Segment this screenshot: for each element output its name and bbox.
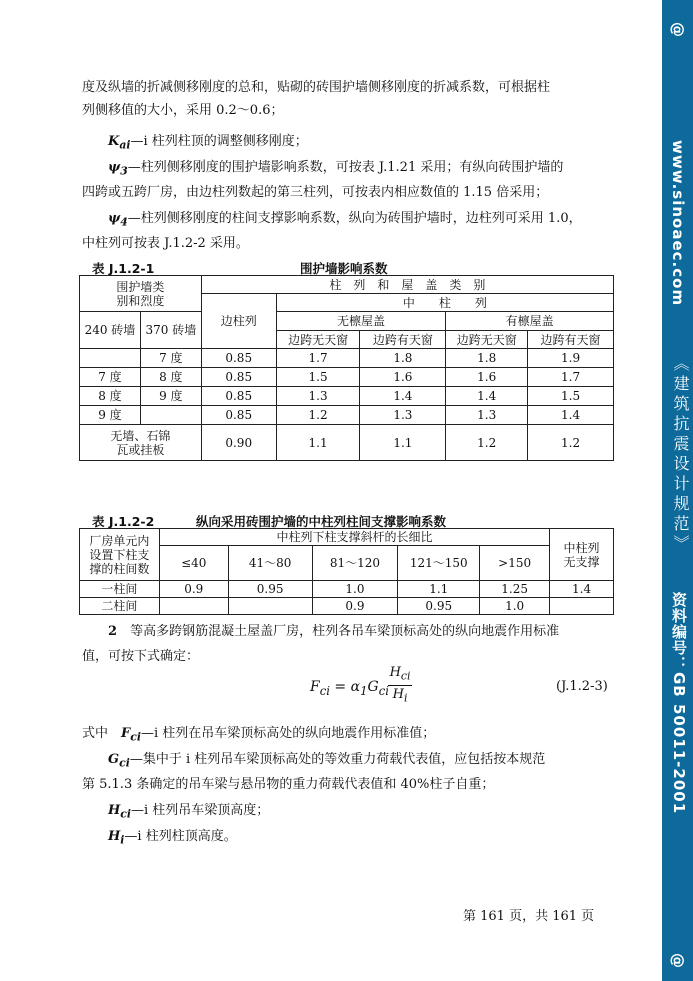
table-cell: 1.3	[276, 387, 360, 406]
definition-kai	[108, 130, 613, 157]
header-no-purlin: 无檩屋盖	[276, 312, 446, 331]
table-cell: 0.85	[201, 387, 276, 406]
sidebar-url: www.sinoaec.com	[669, 140, 687, 307]
formula-subscript: 1	[360, 683, 368, 698]
table-cell: 1.2	[276, 406, 360, 425]
table-bracing-influence	[79, 528, 614, 615]
sidebar-top-mark: @	[669, 22, 687, 38]
symbol: G	[108, 752, 120, 767]
table2-label: 表 J.1.2-2	[92, 514, 155, 529]
table-cell: 1.6	[446, 368, 528, 387]
formula-symbol: = α	[329, 679, 361, 695]
table-row	[80, 425, 614, 461]
table1-label: 表 J.1.2-1	[92, 261, 155, 276]
symbol-subscript: ci	[130, 730, 141, 744]
table-cell	[80, 349, 141, 368]
table-cell: 0.95	[228, 581, 312, 598]
table-cell: 二柱间	[80, 598, 160, 615]
text-line: 中柱列可按表 J.1.2-2 采用。	[82, 236, 249, 251]
table-cell	[140, 406, 201, 425]
formula-intro: 式中	[82, 726, 109, 741]
header-370-wall: 370 砖墙	[140, 312, 201, 349]
table-cell: 0.85	[201, 349, 276, 368]
header-wall-type: 围护墙类 别和烈度	[80, 276, 202, 312]
table-cell: 1.3	[360, 406, 446, 425]
table-cell: 0.9	[159, 581, 228, 598]
definition-hi	[108, 825, 613, 852]
definition-psi4-cont	[82, 232, 612, 255]
sidebar-title: 《建筑抗震设计规范》	[671, 355, 690, 555]
header-column-roof: 柱 列 和 屋 盖 类 别	[201, 276, 613, 294]
header-slenderness-range: >150	[480, 546, 550, 581]
table-wall-influence	[79, 275, 614, 461]
formula-symbol: H	[389, 665, 401, 680]
table-cell	[550, 598, 614, 615]
definition-g	[108, 748, 613, 775]
formula-symbol: G	[367, 679, 379, 695]
symbol-subscript: ci	[119, 756, 130, 770]
definition-psi3	[108, 156, 613, 183]
header-skylight: 边跨有天窗	[528, 331, 614, 349]
symbol-subscript: 4	[120, 215, 128, 229]
symbol-subscript: 3	[120, 164, 128, 178]
table-cell: 1.2	[446, 425, 528, 461]
table-cell: 1.0	[480, 598, 550, 615]
equation-number: (J.1.2-3)	[556, 679, 608, 694]
definition-text: —柱列侧移刚度的柱间支撑影响系数，纵向为砖围护墙时，边柱列可采用 1.0，	[127, 211, 582, 226]
table-row	[80, 581, 614, 598]
formula-subscript: i	[403, 691, 408, 705]
table-cell: 0.85	[201, 406, 276, 425]
definition-text: —集中于 i 柱列吊车梁顶标高处的等效重力荷载代表值，应包括按本规范	[129, 752, 546, 767]
table-cell: 1.8	[446, 349, 528, 368]
text-line: 列侧移值的大小，采用 0.2～0.6；	[82, 103, 284, 118]
header-bracing-count: 厂房单元内 设置下柱支 撑的柱间数	[80, 529, 160, 581]
table-cell: 0.90	[201, 425, 276, 461]
header-240-wall: 240 砖墙	[80, 312, 141, 349]
table-cell: 1.4	[446, 387, 528, 406]
page-number: 第 161 页，共 161 页	[463, 909, 595, 924]
table-cell: 9 度	[80, 406, 141, 425]
section-2-paragraph-cont	[82, 645, 612, 668]
sidebar-banner	[662, 0, 693, 981]
definition-f	[82, 722, 612, 749]
table1-title: 围护墙影响系数	[300, 261, 388, 276]
formula-symbol: F	[310, 679, 320, 695]
definition-psi3-cont	[82, 181, 612, 204]
table-cell: 0.9	[312, 598, 398, 615]
text-line: 值，可按下式确定：	[82, 649, 200, 664]
table-cell: 1.4	[528, 406, 614, 425]
symbol: ψ	[108, 211, 121, 226]
header-slenderness-range: 41～80	[228, 546, 312, 581]
symbol: F	[121, 726, 131, 741]
formula-subscript: ci	[378, 683, 389, 698]
sidebar-bottom-mark: @	[669, 953, 687, 969]
table-cell: 1.25	[480, 581, 550, 598]
header-edge-column: 边柱列	[201, 294, 276, 349]
table-cell: 7 度	[140, 349, 201, 368]
symbol-subscript: ci	[120, 807, 132, 821]
formula-subscript: ci	[319, 683, 330, 698]
definition-text: —i 柱列在吊车梁顶标高处的纵向地震作用标准值；	[140, 726, 436, 741]
definition-text: —i 柱列柱顶高度。	[124, 829, 237, 844]
formula-subscript: ci	[400, 669, 411, 683]
table-cell: 1.0	[312, 581, 398, 598]
symbol: ψ	[108, 160, 121, 175]
header-slenderness-range: 81～120	[312, 546, 398, 581]
paragraph-continued	[82, 76, 612, 122]
formula-fraction	[388, 664, 412, 706]
definition-text: —i 柱列柱顶的调整侧移刚度；	[130, 134, 308, 149]
table-cell: 7 度	[80, 368, 141, 387]
symbol: H	[108, 803, 121, 818]
table-cell: 1.1	[360, 425, 446, 461]
table-cell: 0.85	[201, 368, 276, 387]
header-no-skylight: 边跨无天窗	[276, 331, 360, 349]
header-slenderness: 中柱列下柱支撑斜杆的长细比	[159, 529, 549, 546]
table-cell: 1.1	[398, 581, 480, 598]
table-cell: 1.5	[276, 368, 360, 387]
table2-title: 纵向采用砖围护墙的中柱列柱间支撑影响系数	[196, 514, 447, 529]
table-cell: 1.1	[276, 425, 360, 461]
table-cell: 1.3	[446, 406, 528, 425]
header-slenderness-range: ≤40	[159, 546, 228, 581]
table-cell	[228, 598, 312, 615]
table-cell: 1.9	[528, 349, 614, 368]
table-cell: 1.2	[528, 425, 614, 461]
header-no-skylight: 边跨无天窗	[446, 331, 528, 349]
definition-psi4	[108, 207, 613, 234]
table-cell: 无墙、石锦 瓦或挂板	[80, 425, 202, 461]
section-2-paragraph	[108, 620, 613, 643]
table-cell: 9 度	[140, 387, 201, 406]
definition-text: —i 柱列吊车梁顶高度；	[131, 803, 270, 818]
table-cell: 1.4	[360, 387, 446, 406]
symbol: H	[108, 829, 121, 844]
table-cell: 1.5	[528, 387, 614, 406]
table-row	[80, 406, 614, 425]
header-purlin: 有檩屋盖	[446, 312, 614, 331]
table-cell: 1.8	[360, 349, 446, 368]
table-cell: 1.4	[550, 581, 614, 598]
text-line: 度及纵墙的折减侧移刚度的总和，贴砌的砖围护墙侧移刚度的折减系数，可根据柱	[82, 80, 551, 95]
table-row	[80, 349, 614, 368]
header-middle-column: 中 柱 列	[276, 294, 613, 312]
definition-hci	[108, 799, 613, 826]
text-line: 第 5.1.3 条确定的吊车梁与悬吊物的重力荷载代表值和 40%柱子自重；	[82, 777, 495, 792]
table-cell: 一柱间	[80, 581, 160, 598]
definition-text: —柱列侧移刚度的围护墙影响系数，可按表 J.1.21 采用；有纵向砖围护墙的	[127, 160, 564, 175]
section-number: 2	[108, 624, 118, 639]
symbol-subscript: ai	[119, 138, 131, 152]
table-row	[80, 368, 614, 387]
table-cell: 0.95	[398, 598, 480, 615]
table-cell	[159, 598, 228, 615]
text-line: 等高多跨钢筋混凝土屋盖厂房，柱列各吊车梁顶标高处的纵向地震作用标准	[130, 624, 560, 639]
table-cell: 1.7	[528, 368, 614, 387]
table-row	[80, 387, 614, 406]
table-cell: 8 度	[140, 368, 201, 387]
header-slenderness-range: 121～150	[398, 546, 480, 581]
table-cell: 1.7	[276, 349, 360, 368]
symbol-subscript: i	[120, 833, 125, 847]
header-skylight: 边跨有天窗	[360, 331, 446, 349]
text-line: 四跨或五跨厂房，由边柱列数起的第三柱列，可按表内相应数值的 1.15 倍采用；	[82, 185, 549, 200]
symbol: K	[108, 134, 120, 149]
formula-symbol: H	[392, 686, 404, 702]
table-cell: 1.6	[360, 368, 446, 387]
table-row	[80, 598, 614, 615]
header-no-bracing: 中柱列 无支撑	[550, 529, 614, 581]
table-cell: 8 度	[80, 387, 141, 406]
sidebar-document-code: 资料编号：GB 50011-2001	[670, 592, 688, 815]
definition-g-cont	[82, 773, 612, 796]
